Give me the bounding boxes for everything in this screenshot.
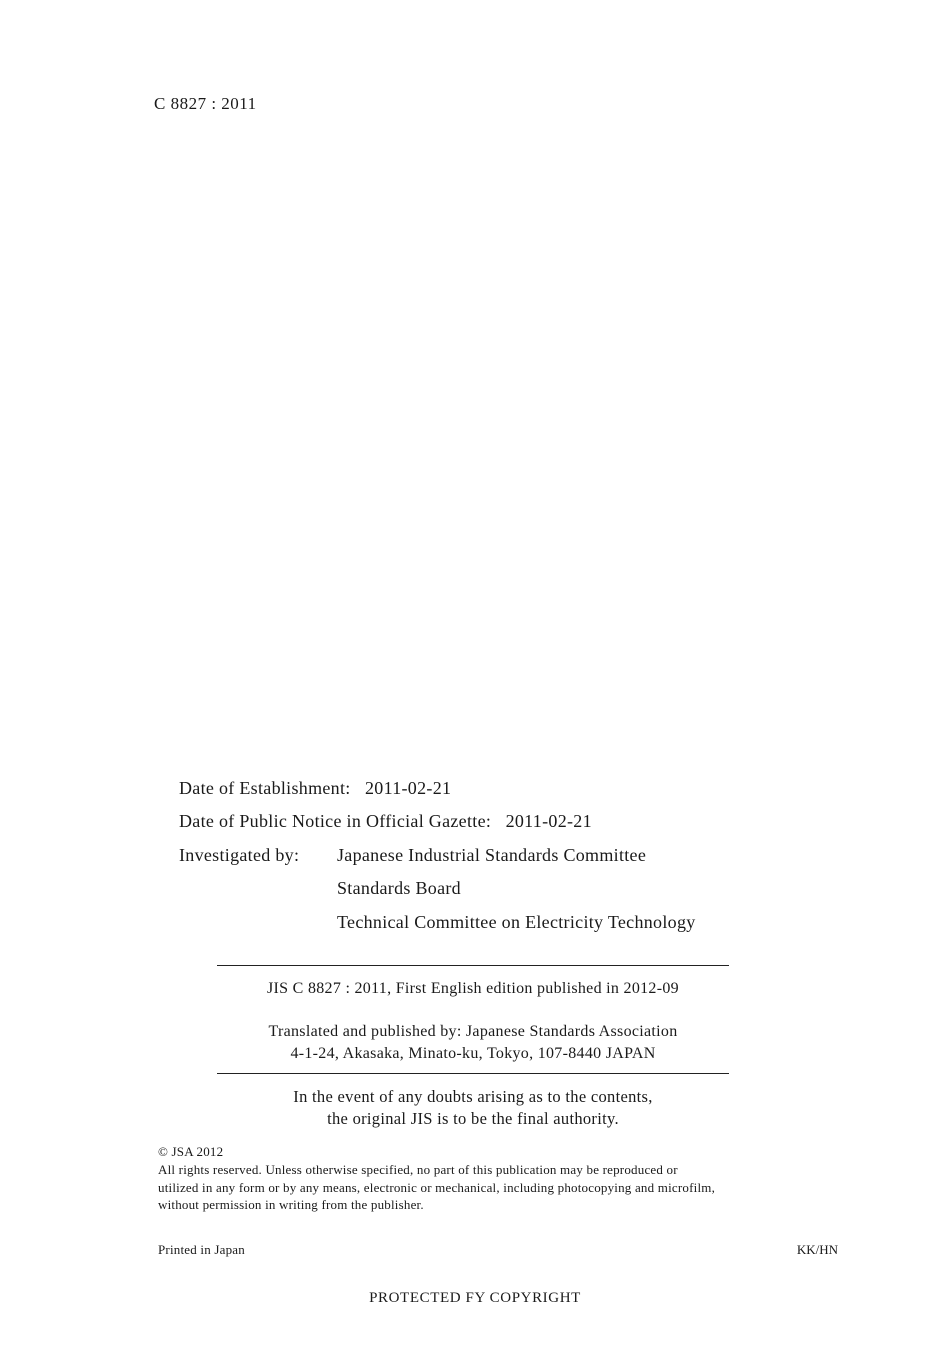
rights-line-1: All rights reserved. Unless otherwise specified, no part of this publication may be reproduced or [158,1162,678,1177]
rights-line-3: without permission in writing from the publisher. [158,1197,424,1212]
rights-line-2: utilized in any form or by any means, electronic or mechanical, including photocopying and microfilm, [158,1180,716,1195]
establishment-label: Date of Establishment: [179,778,351,798]
publisher-address: 4-1-24, Akasaka, Minato-ku, Tokyo, 107-8440 JAPAN [290,1045,656,1062]
edition-line: JIS C 8827 : 2011, First English edition published in 2012-09 [267,980,679,997]
notice-row [179,811,592,832]
divider-bottom [217,1073,729,1074]
investigated-label: Investigated by: [179,845,300,865]
establishment-date: 2011-02-21 [364,778,452,798]
establishment-row [179,778,451,799]
investigator-committee: Japanese Industrial Standards Committee [337,845,647,865]
notice-date: 2011-02-21 [505,811,592,831]
document-code: C 8827 : 2011 [154,94,257,113]
copyright-notice: © JSA 2012 [158,1144,224,1159]
divider-top [217,965,729,966]
copyright-protection-footer: PROTECTED FY COPYRIGHT [369,1290,581,1306]
authority-line-1: In the event of any doubts arising as to the contents, [293,1087,653,1106]
authority-line-2: the original JIS is to be the final authority. [327,1109,619,1128]
notice-label: Date of Public Notice in Official Gazette: [179,811,492,831]
initials: KK/HN [796,1242,838,1257]
investigator-board: Standards Board [337,878,461,898]
investigator-technical-committee: Technical Committee on Electricity Technology [337,912,696,932]
printed-in: Printed in Japan [158,1242,245,1257]
publisher-line: Translated and published by: Japanese Standards Association [268,1023,678,1040]
